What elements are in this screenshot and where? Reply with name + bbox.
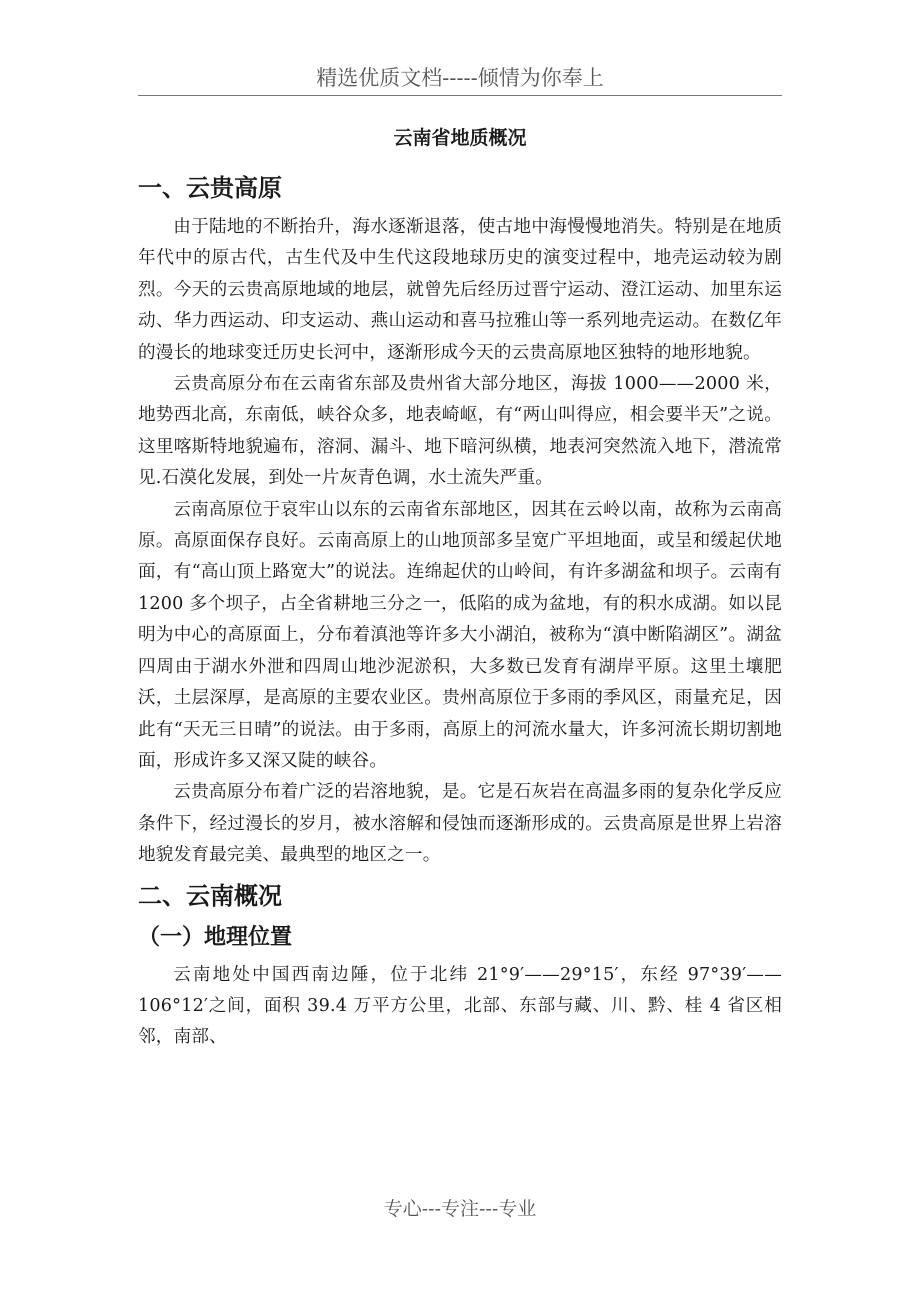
page-footer: 专心---专注---专业 xyxy=(383,1198,537,1220)
document-title: 云南省地质概况 xyxy=(393,127,527,149)
paragraph: 云贵高原分布在云南省东部及贵州省大部分地区，海拔 1000——2000 米，地势西北高，东南低，峡谷众多，地表崎岖，有“两山叫得应，相会要半天”之说。这里喀斯特地貌遍布，溶洞、漏斗、地下暗河纵横，地表河突然流入地下，潜流常见.石漠化发展，到处一片灰青色调，水土流失严重。 xyxy=(138,374,782,489)
paragraph: 云南高原位于哀牢山以东的云南省东部地区，因其在云岭以南，故称为云南高原。高原面保存良好。云南高原上的山地顶部多呈宽广平坦地面，或呈和缓起伏地面，有“高山顶上路宽大”的说法。连绵起伏的山岭间，有许多湖盆和坝子。云南有 1200 多个坝子，占全省耕地三分之一，低陷的成为盆地，有的积水成湖。如以昆明为中心的高原面上，分布着滇池等许多大小湖泊，被称为“滇中断陷湖区”。湖盆四周由于湖水外泄和四周山地沙泥淤积，大多数已发育有湖岸平原。这里土壤肥沃，土层深厚，是高原的主要农业区。贵州高原位于多雨的季风区，雨量充足，因此有“天无三日晴”的说法。由于多雨，高原上的河流水量大，许多河流长期切割地面，形成许多又深又陡的峡谷。 xyxy=(138,499,782,771)
subsection-heading: （一）地理位置 xyxy=(138,924,293,950)
page-header: 精选优质文档-----倾情为你奉上 xyxy=(316,66,604,90)
header-divider xyxy=(138,95,782,96)
section-heading: 一、云贵高原 xyxy=(138,174,282,202)
paragraph: 云贵高原分布着广泛的岩溶地貌，是。它是石灰岩在高温多雨的复杂化学反应条件下，经过漫长的岁月，被水溶解和侵蚀而逐渐形成的。云贵高原是世界上岩溶地貌发育最完美、最典型的地区之一。 xyxy=(138,782,782,866)
paragraph: 云南地处中国西南边陲，位于北纬 21°9′——29°15′，东经 97°39′——106°12′之间，面积 39.4 万平方公里，北部、东部与藏、川、黔、桂 4 省区相邻，南部、 xyxy=(138,964,782,1048)
section-heading: 二、云南概况 xyxy=(138,881,282,910)
paragraph: 由于陆地的不断抬升，海水逐渐退落，使古地中海慢慢地消失。特别是在地质年代中的原古代，古生代及中生代这段地球历史的演变过程中，地壳运动较为剧烈。今天的云贵高原地域的地层，就曾先后经历过晋宁运动、澄江运动、加里东运动、华力西运动、印支运动、燕山运动和喜马拉雅山等一系列地壳运动。在数亿年的漫长的地球变迁历史长河中，逐渐形成今天的云贵高原地区独特的地形地貌。 xyxy=(138,217,782,363)
document-body xyxy=(138,120,782,1054)
